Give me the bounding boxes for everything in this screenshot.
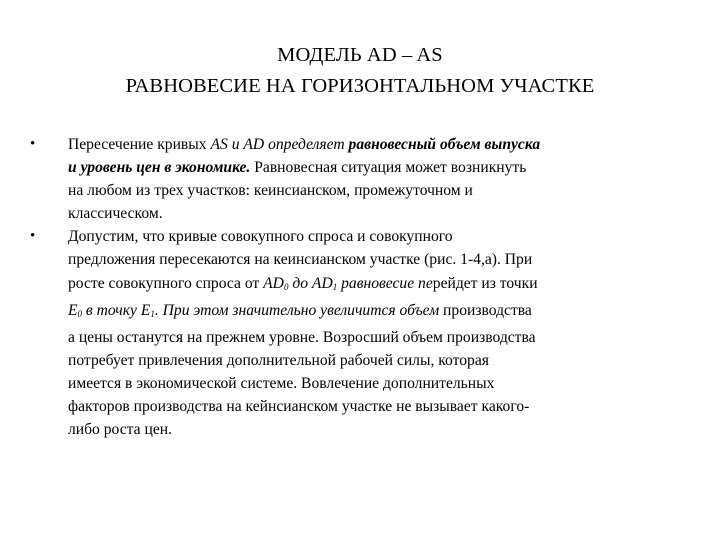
text-line xyxy=(68,133,680,156)
text-run: Равновесная ситуация может возникнуть xyxy=(250,159,527,177)
text-line: либо роста цен. xyxy=(68,421,172,439)
text-line: на любом из трех участков: кеинсианском, промежуточном и xyxy=(68,182,473,200)
text-line xyxy=(68,272,680,299)
italic-run: . При этом значительно увеличится объем xyxy=(154,301,440,319)
italic-run xyxy=(263,275,433,292)
bullet-item-2 xyxy=(30,225,690,441)
italic-run: AS и AD определяет xyxy=(210,136,349,153)
italic-run xyxy=(68,302,439,319)
text-line: потребует привлечения дополнительной рабочей силы, которая xyxy=(68,351,489,369)
title-line-2: РАВНОВЕСИЕ НА ГОРИЗОНТАЛЬНОМ УЧАСТКЕ xyxy=(125,75,595,97)
bullet-marker: • xyxy=(30,228,36,245)
bullet-text xyxy=(68,133,680,225)
bullet-text xyxy=(68,225,680,441)
bold-italic-run: и уровень цен в экономике. xyxy=(68,159,251,177)
text-run: Пересечение кривых xyxy=(68,136,211,153)
text-line: классическом. xyxy=(68,205,163,223)
ad0-label: AD xyxy=(263,274,284,292)
text-line: имеется в экономической системе. Вовлечение дополнительных xyxy=(68,374,495,392)
text-line: а цены останутся на прежнем уровне. Возросший объем производства xyxy=(68,328,536,346)
text-line xyxy=(68,299,680,326)
subscript: 1 xyxy=(150,308,155,319)
subscript: 1 xyxy=(332,281,338,292)
bullet-marker: • xyxy=(30,136,36,152)
subscript: 0 xyxy=(77,308,83,319)
subscript: 0 xyxy=(283,281,289,292)
bold-italic-run: равновесный объем выпуска xyxy=(348,136,541,153)
italic-run: до xyxy=(288,274,312,292)
e0-label: Е xyxy=(68,301,78,319)
bullet-item-1 xyxy=(30,133,690,225)
text-line xyxy=(68,156,680,179)
text-line: факторов производства на кейнсианском участке не вызывает какого- xyxy=(68,398,530,416)
text-run: производства xyxy=(439,301,532,319)
text-line: Допустим, что кривые совокупного спроса и совокупного xyxy=(68,228,453,246)
italic-run: равновесие пе xyxy=(337,274,433,292)
e1-label: Е xyxy=(140,301,151,319)
text-line: предложения пересекаются на кеинсианском участке (рис. 1-4,а). При xyxy=(68,251,533,269)
slide-title xyxy=(0,40,720,102)
title-line-1: МОДЕЛЬ AD – AS xyxy=(277,44,443,66)
italic-run: в точку xyxy=(82,301,141,319)
text-run: рейдет из точки xyxy=(432,274,538,292)
text-run: росте совокупного спроса от xyxy=(68,274,264,292)
slide-body xyxy=(30,133,690,441)
ad1-label: AD xyxy=(311,274,333,292)
